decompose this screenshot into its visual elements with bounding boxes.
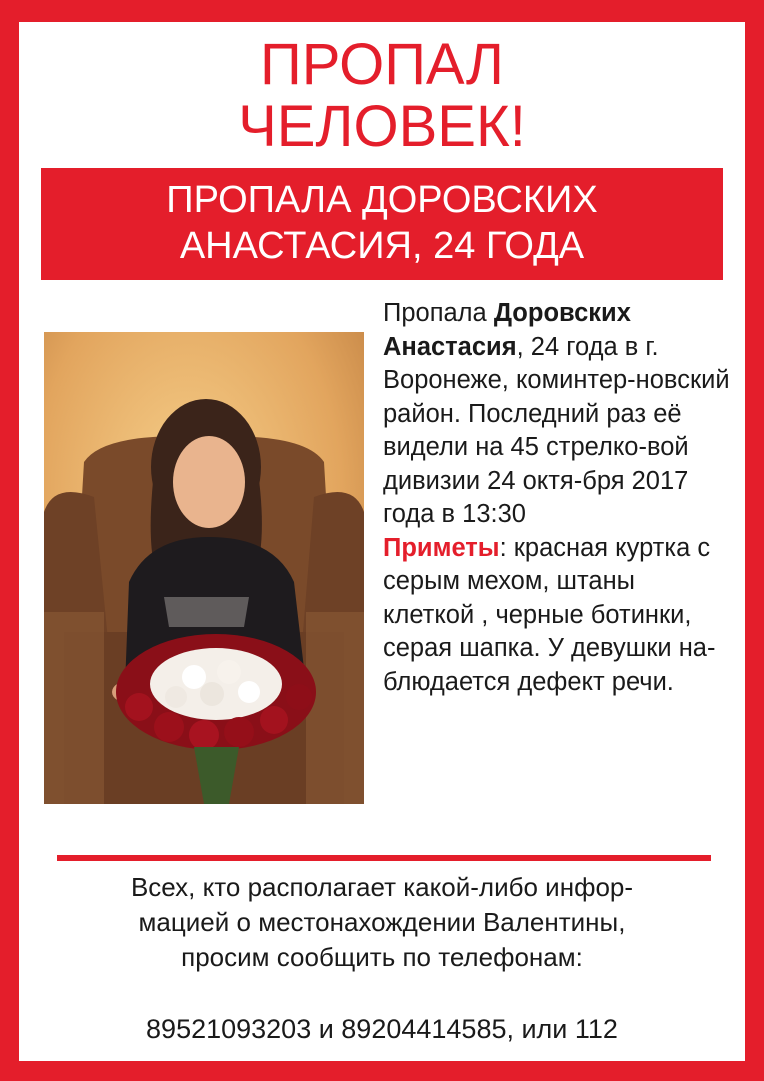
- contact-phones: 89521093203 и 89204414585, или 112: [146, 1014, 618, 1044]
- appeal-text: [19, 870, 745, 975]
- poster-sheet: [19, 22, 745, 1061]
- missing-person-photo: [44, 332, 364, 804]
- description-details: , 24 года в г. Воронеже, коминтер-новский район. Последний раз её видели на 45 стрелко-вой дивизии 24 октя-бря 2017 года в 13:30: [383, 332, 730, 528]
- headline-line-1: ПРОПАЛ: [260, 32, 504, 97]
- appeal-line-1: Всех, кто располагает какой-либо инфор-: [130, 872, 634, 902]
- description: [383, 297, 733, 699]
- signs-label: Приметы: [383, 533, 500, 562]
- appeal-line-3: просим сообщить по телефонам:: [181, 942, 583, 972]
- appeal-line-2: мацией о местонахождении Валентины,: [138, 907, 626, 937]
- description-intro: Пропала: [383, 299, 494, 327]
- signs-text: : красная куртка с серым мехом, штаны клеткой , черные ботинки, серая шапка. У девушки на-блюдается дефект речи.: [383, 533, 716, 696]
- banner-line-2: АНАСТАСИЯ, 24 ГОДА: [179, 225, 585, 267]
- divider-line: [57, 855, 711, 861]
- headline: [19, 34, 745, 158]
- name-banner: [41, 168, 723, 280]
- banner-line-1: ПРОПАЛА ДОРОВСКИХ: [166, 179, 598, 221]
- headline-line-2: ЧЕЛОВЕК!: [238, 94, 526, 159]
- description-name: Доровских Анастасия: [383, 299, 631, 361]
